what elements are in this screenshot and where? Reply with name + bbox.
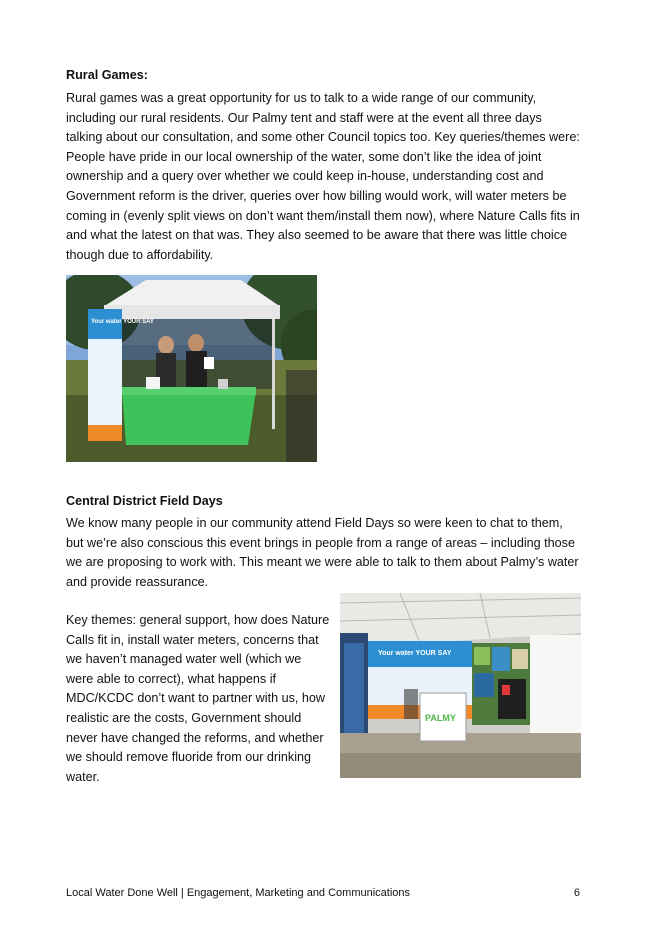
field-days-heading: Central District Field Days: [66, 494, 223, 508]
rural-games-photo: [66, 275, 317, 462]
palmy-podium-text: PALMY: [425, 713, 456, 723]
field-days-photo-illustration: [340, 593, 581, 778]
rural-banner-text: Your water YOUR SAY: [91, 319, 154, 325]
page-footer: [66, 886, 580, 900]
rural-games-body: Rural games was a great opportunity for us to talk to a wide range of our community, including our rural residents. Our Palmy tent and staff were at the event all three days talking about our consultation, and some other Council topics too. Key queries/themes were: People have pride in our local ownership of the water, some don’t like the idea of joint ownership and a query over whether we could keep in-house, understanding cost and Government reform is the driver, queries over how billing would work, will water meters be coming in (evenly split views on don’t want them/install them now), where Nature Calls fits in and what the latest on that was. They also seemed to be aware that there was little choice though due to affordability.: [66, 91, 580, 262]
footer-page-number: 6: [573, 887, 580, 899]
field-banner-text: Your water YOUR SAY: [378, 650, 452, 657]
rural-games-heading: Rural Games:: [66, 68, 148, 82]
key-themes-body: Key themes: general support, how does Nature Calls fit in, install water meters, concerns that we haven’t managed water well (which we were able to correct), what happens if MDC/KCDC don’t want to partner with us, how realistic are the costs, Government should never have changed the reforms, and whether we should remove fluoride from our drinking water.: [66, 613, 330, 784]
rural-games-photo-illustration: [66, 275, 317, 462]
rural-games-paragraph: [66, 89, 580, 265]
field-days-photo: [340, 593, 581, 778]
field-days-body: We know many people in our community attend Field Days so were keen to chat to them, but we’re also conscious this event brings in people from a range of areas – including those we are proposing to work with. This meant we were able to talk to them about Palmy’s water and provide reassurance.: [66, 516, 579, 589]
field-days-paragraph: [66, 514, 580, 592]
footer-title: Local Water Done Well | Engagement, Marketing and Communications: [66, 887, 411, 899]
key-themes-paragraph: [66, 611, 331, 787]
